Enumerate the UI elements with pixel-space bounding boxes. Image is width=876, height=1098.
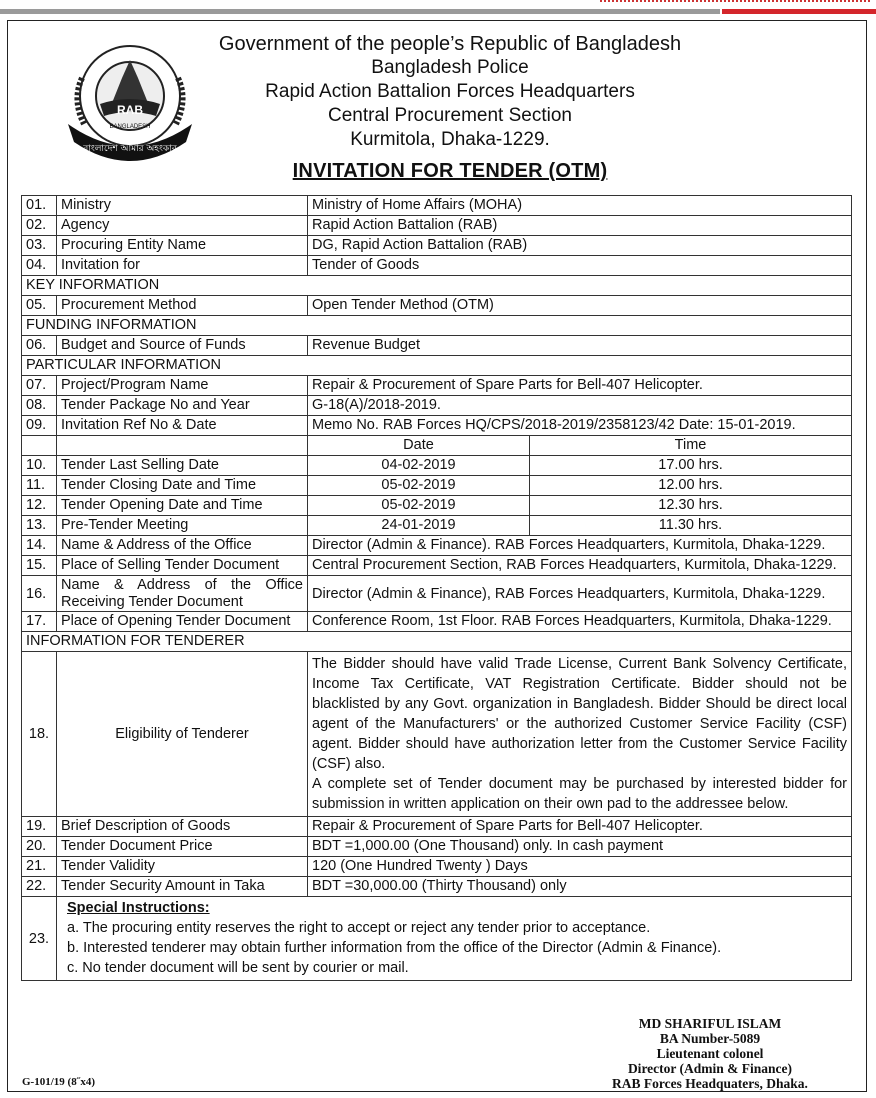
row-label: Tender Package No and Year	[57, 396, 308, 416]
row-number: 12.	[22, 496, 57, 516]
row-number: 22.	[22, 877, 57, 897]
section-header-row	[22, 276, 852, 296]
row-number: 10.	[22, 456, 57, 476]
table-row	[22, 516, 852, 536]
row-number: 06.	[22, 336, 57, 356]
row-time: 12.30 hrs.	[530, 496, 852, 516]
letterhead	[170, 32, 730, 152]
row-value: Open Tender Method (OTM)	[308, 296, 852, 316]
table-row	[22, 416, 852, 436]
row-value: Conference Room, 1st Floor. RAB Forces Headquarters, Kurmitola, Dhaka-1229.	[308, 612, 852, 632]
row-number: 17.	[22, 612, 57, 632]
row-label: Pre-Tender Meeting	[57, 516, 308, 536]
signatory-designation: Director (Admin & Finance)	[627, 1061, 793, 1076]
row-time: 12.00 hrs.	[530, 476, 852, 496]
top-ink-marks	[600, 0, 870, 6]
row-number: 03.	[22, 236, 57, 256]
eligibility-text	[308, 652, 852, 817]
table-row	[22, 296, 852, 316]
table-row	[22, 376, 852, 396]
table-row	[22, 536, 852, 556]
signatory-office: RAB Forces Headquaters, Dhaka.	[612, 1076, 808, 1091]
row-label: Place of Opening Tender Document	[57, 612, 308, 632]
eligibility-row	[22, 652, 852, 817]
table-row	[22, 396, 852, 416]
row-label: Tender Security Amount in Taka	[57, 877, 308, 897]
row-value: Memo No. RAB Forces HQ/CPS/2018-2019/2358123/42 Date: 15-01-2019.	[308, 416, 852, 436]
row-time: 11.30 hrs.	[530, 516, 852, 536]
row-label: Brief Description of Goods	[57, 817, 308, 837]
row-number: 14.	[22, 536, 57, 556]
row-label: Ministry	[57, 196, 308, 216]
row-number: 04.	[22, 256, 57, 276]
row-date: 05-02-2019	[308, 496, 530, 516]
row-value: 120 (One Hundred Twenty ) Days	[308, 857, 852, 877]
table-row	[22, 456, 852, 476]
special-instructions	[57, 897, 852, 981]
special-instructions-row	[22, 897, 852, 981]
row-number: 16.	[22, 576, 57, 612]
purchase-paragraph: A complete set of Tender document may be purchased by interested bidder for submission in written application on their own pad to the addressee below.	[312, 776, 847, 812]
letterhead-government: Government of the people’s Republic of Bangladesh	[218, 33, 682, 55]
row-number: 15.	[22, 556, 57, 576]
section-information-for-tenderer: INFORMATION FOR TENDERER	[22, 632, 852, 652]
row-number: 09.	[22, 416, 57, 436]
instruction-item: c. No tender document will be sent by courier or mail.	[67, 960, 409, 976]
row-number: 20.	[22, 837, 57, 857]
table-row	[22, 476, 852, 496]
top-red-stripe	[722, 9, 876, 14]
row-value: Director (Admin & Finance), RAB Forces Headquarters, Kurmitola, Dhaka-1229.	[308, 576, 852, 612]
row-value: Central Procurement Section, RAB Forces Headquarters, Kurmitola, Dhaka-1229.	[308, 556, 852, 576]
row-label: Tender Opening Date and Time	[57, 496, 308, 516]
logo-motto-text: বাংলাদেশ আমার অহংকার	[83, 144, 177, 154]
row-label: Project/Program Name	[57, 376, 308, 396]
row-number: 21.	[22, 857, 57, 877]
row-label: Tender Last Selling Date	[57, 456, 308, 476]
date-column-header: Date	[308, 436, 530, 456]
row-number: 19.	[22, 817, 57, 837]
row-time: 17.00 hrs.	[530, 456, 852, 476]
row-number: 01.	[22, 196, 57, 216]
row-label: Tender Closing Date and Time	[57, 476, 308, 496]
row-number: 05.	[22, 296, 57, 316]
row-label: Budget and Source of Funds	[57, 336, 308, 356]
row-label: Invitation Ref No & Date	[57, 416, 308, 436]
section-header-row	[22, 356, 852, 376]
signature-block	[580, 1016, 840, 1091]
table-row	[22, 256, 852, 276]
row-label: Name & Address of the Office	[57, 536, 308, 556]
row-label: Eligibility of Tenderer	[57, 652, 308, 817]
section-header-row	[22, 316, 852, 336]
date-time-header-row	[22, 436, 852, 456]
row-value: Director (Admin & Finance). RAB Forces Headquarters, Kurmitola, Dhaka-1229.	[308, 536, 852, 556]
row-label: Name & Address of the Office Receiving Tender Document	[57, 576, 308, 612]
table-row	[22, 817, 852, 837]
logo-rab-text: RAB	[117, 103, 143, 117]
top-gray-stripe	[0, 9, 720, 14]
letterhead-police: Bangladesh Police	[371, 57, 529, 78]
row-value: Repair & Procurement of Spare Parts for Bell-407 Helicopter.	[308, 817, 852, 837]
section-header-row	[22, 632, 852, 652]
instruction-item: a. The procuring entity reserves the right to accept or reject any tender prior to acceptance.	[67, 920, 651, 936]
row-number: 11.	[22, 476, 57, 496]
letterhead-rab-hq: Rapid Action Battalion Forces Headquarters	[265, 81, 635, 102]
row-number: 13.	[22, 516, 57, 536]
time-column-header: Time	[530, 436, 852, 456]
section-particular-information: PARTICULAR INFORMATION	[22, 356, 852, 376]
table-row	[22, 837, 852, 857]
row-label: Place of Selling Tender Document	[57, 556, 308, 576]
document-title: INVITATION FOR TENDER (OTM)	[292, 160, 608, 182]
tender-table	[21, 195, 852, 981]
row-value: Tender of Goods	[308, 256, 852, 276]
row-value: Repair & Procurement of Spare Parts for Bell-407 Helicopter.	[308, 376, 852, 396]
signatory-name: MD SHARIFUL ISLAM	[638, 1016, 782, 1031]
table-row	[22, 496, 852, 516]
row-date: 24-01-2019	[308, 516, 530, 536]
row-number: 07.	[22, 376, 57, 396]
table-row	[22, 556, 852, 576]
table-row	[22, 857, 852, 877]
row-number: 23.	[22, 897, 57, 981]
table-row	[22, 877, 852, 897]
signatory-rank: Lieutenant colonel	[656, 1046, 764, 1061]
eligibility-paragraph: The Bidder should have valid Trade License, Current Bank Solvency Certificate, Income Tax Certificate, VAT Registration Certificate. Bidder should not be blacklisted by any Govt. organization in Bangladesh. Bidder Should be direct local agent of the Manufacturers' or the authorized Customer Service Facility (CSF) agent. Bidder should have authorization letter from the Customer Service Facility (CSF) also.	[312, 656, 847, 772]
table-row	[22, 216, 852, 236]
letterhead-section: Central Procurement Section	[328, 105, 572, 126]
top-color-bar	[0, 0, 876, 18]
section-key-information: KEY INFORMATION	[22, 276, 852, 296]
row-label: Tender Validity	[57, 857, 308, 877]
row-number: 02.	[22, 216, 57, 236]
row-label: Invitation for	[57, 256, 308, 276]
special-instructions-heading: Special Instructions:	[67, 900, 210, 916]
instruction-item: b. Interested tenderer may obtain further information from the office of the Director (Admin & Finance).	[67, 940, 722, 956]
row-date: 05-02-2019	[308, 476, 530, 496]
row-value: Ministry of Home Affairs (MOHA)	[308, 196, 852, 216]
row-number: 08.	[22, 396, 57, 416]
row-value: Revenue Budget	[308, 336, 852, 356]
table-row	[22, 612, 852, 632]
signatory-ba-number: BA Number-5089	[659, 1031, 761, 1046]
row-label: Tender Document Price	[57, 837, 308, 857]
section-funding-information: FUNDING INFORMATION	[22, 316, 852, 336]
table-row	[22, 336, 852, 356]
table-row	[22, 196, 852, 216]
advert-reference: G-101/19 (8˝x4)	[22, 1076, 96, 1088]
row-value: BDT =30,000.00 (Thirty Thousand) only	[308, 877, 852, 897]
row-value: Rapid Action Battalion (RAB)	[308, 216, 852, 236]
table-row	[22, 576, 852, 612]
table-row	[22, 236, 852, 256]
row-label: Procurement Method	[57, 296, 308, 316]
letterhead-address: Kurmitola, Dhaka-1229.	[350, 129, 550, 150]
row-date: 04-02-2019	[308, 456, 530, 476]
row-value: DG, Rapid Action Battalion (RAB)	[308, 236, 852, 256]
row-value: G-18(A)/2018-2019.	[308, 396, 852, 416]
row-label: Agency	[57, 216, 308, 236]
logo-country-text: BANGLADESH	[109, 124, 151, 130]
row-value: BDT =1,000.00 (One Thousand) only. In cash payment	[308, 837, 852, 857]
row-number: 18.	[22, 652, 57, 817]
row-label: Procuring Entity Name	[57, 236, 308, 256]
